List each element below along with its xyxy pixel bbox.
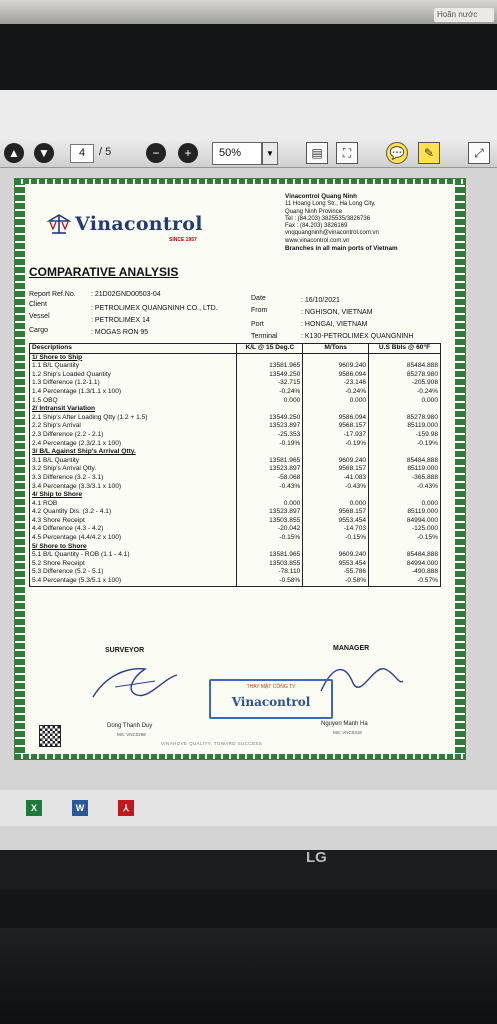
row-value: 9568.157 (303, 422, 369, 431)
meta-value: : PETROLIMEX QUANGNINH CO., LTD. (91, 305, 218, 312)
row-value: -159.98 (369, 431, 441, 440)
row-value: 0.000 (369, 500, 441, 509)
row-description: 4.1 ROB (30, 500, 237, 509)
meta-label: From (251, 307, 268, 314)
table-row (30, 517, 441, 526)
table-row (30, 431, 441, 440)
row-value: -490.888 (369, 568, 441, 577)
row-value: 85119.000 (369, 508, 441, 517)
page-down-icon[interactable]: ▼ (34, 143, 54, 163)
row-value (369, 491, 441, 500)
row-value: 13523.897 (237, 508, 303, 517)
meta-value: : 16/10/2021 (301, 297, 340, 304)
desk (0, 928, 497, 1024)
row-description: 2.4 Percentage (2.3/2.1 x 100) (30, 440, 237, 449)
row-value: -0.57% (369, 577, 441, 586)
address-line: Branches in all main ports of Vietnam (285, 245, 398, 253)
zoom-in-icon[interactable]: + (178, 143, 198, 163)
expand-icon[interactable]: ⤢ (468, 142, 490, 164)
table-row (30, 508, 441, 517)
logo-since: SINCE 1957 (169, 237, 197, 243)
row-value: -0.24% (369, 388, 441, 397)
row-value (237, 353, 303, 362)
table-row (30, 465, 441, 474)
row-value: 13523.897 (237, 422, 303, 431)
row-value: 0.000 (303, 397, 369, 406)
meta-label: Terminal (251, 333, 278, 340)
meta-label: Report Ref.No. (29, 291, 76, 298)
row-value: -25.353 (237, 431, 303, 440)
meta-label: Port (251, 321, 264, 328)
page-border-top (15, 179, 465, 184)
row-value: -365.888 (369, 474, 441, 483)
sticky-note: Hoãn nước (434, 8, 494, 22)
row-value: 84994.000 (369, 560, 441, 569)
logo-scale-icon (47, 213, 71, 235)
row-value: 85484.888 (369, 457, 441, 466)
row-description: 5.4 Percentage (5.3/5.1 x 100) (30, 577, 237, 586)
table-row (30, 397, 441, 406)
row-value: 13503.855 (237, 560, 303, 569)
row-value: -0.58% (303, 577, 369, 586)
meta-value: : K130-PETROLIMEX QUANGNINH (301, 333, 414, 340)
row-description: 5.1 B/L Quantity - ROB (1.1 - 4.1) (30, 551, 237, 560)
row-value: 9609.240 (303, 362, 369, 371)
row-value: -14.703 (303, 525, 369, 534)
row-value: 85119.000 (369, 465, 441, 474)
row-value: 0.000 (237, 397, 303, 406)
table-row (30, 500, 441, 509)
table-row (30, 379, 441, 388)
row-value: -23.146 (303, 379, 369, 388)
row-value: 9568.157 (303, 465, 369, 474)
column-header: U.S Bbls @ 60°F (369, 344, 441, 354)
excel-icon[interactable]: X (26, 800, 42, 816)
row-value (369, 543, 441, 552)
company-stamp (209, 679, 333, 719)
table-row (30, 577, 441, 586)
table-row (30, 362, 441, 371)
meta-value: : PETROLIMEX 14 (91, 317, 150, 324)
row-value: -0.58% (237, 577, 303, 586)
table-row (30, 543, 441, 552)
row-description: 5/ Shore to Shore (30, 543, 237, 552)
surveyor-signature-icon (85, 657, 185, 707)
row-description: 4.3 Shore Receipt (30, 517, 237, 526)
row-value: -0.24% (303, 388, 369, 397)
row-value: -0.19% (303, 440, 369, 449)
row-value (303, 491, 369, 500)
row-description: 2.2 Ship's Arrival (30, 422, 237, 431)
row-value: -0.24% (237, 388, 303, 397)
row-value (237, 448, 303, 457)
row-value: 85278.980 (369, 414, 441, 423)
page-total: / 5 (99, 146, 112, 158)
comparison-table (29, 343, 441, 587)
table-row (30, 483, 441, 492)
row-value (303, 353, 369, 362)
surveyor-label: SURVEYOR (105, 647, 145, 654)
row-value: 13549.250 (237, 414, 303, 423)
row-value (303, 543, 369, 552)
row-value: 13523.897 (237, 465, 303, 474)
address-line: Tel : (84.203) 3825535/3826736 (285, 215, 371, 222)
row-value: -0.15% (369, 534, 441, 543)
row-description: 1.2 Ship's Loaded Quantity (30, 371, 237, 380)
page-up-icon[interactable]: ▲ (4, 143, 24, 163)
row-description: 5.2 Shore Receipt (30, 560, 237, 569)
row-value (237, 543, 303, 552)
meta-value: : NGHISON, VIETNAM (301, 309, 373, 316)
meta-label: Date (251, 295, 266, 302)
logo-text: Vinacontrol (75, 213, 203, 235)
row-value: -0.43% (303, 483, 369, 492)
row-value: 85484.888 (369, 362, 441, 371)
row-description: 2.3 Difference (2.2 - 2.1) (30, 431, 237, 440)
pdf-app-icon[interactable]: ⅄ (118, 800, 134, 816)
row-value: 13549.250 (237, 371, 303, 380)
address-line: Fax : (84.203) 3826169 (285, 223, 348, 230)
row-description: 4/ Ship to Shore (30, 491, 237, 500)
company-logo (47, 213, 203, 235)
row-description: 3.4 Percentage (3.3/3.1 x 100) (30, 483, 237, 492)
meta-value: : MOGAS RON 95 (91, 329, 149, 336)
row-value: 0.000 (303, 500, 369, 509)
meta-value: : 21D02GND00503-04 (91, 291, 161, 298)
column-header: K/L @ 15 Deg.C (237, 344, 303, 354)
page-border-right (455, 179, 465, 759)
row-value: -32.715 (237, 379, 303, 388)
row-value (303, 448, 369, 457)
row-value: -0.19% (237, 440, 303, 449)
table-row (30, 405, 441, 414)
table-row (30, 448, 441, 457)
row-description: 1/ Shore to Ship (30, 353, 237, 362)
page-border-left (15, 179, 25, 759)
table-body (30, 353, 441, 586)
address-line: www.vinacontrol.com.vn (285, 237, 350, 244)
row-description: 4.2 Quantity Dis. (3.2 - 4.1) (30, 508, 237, 517)
company-motto: VINAHOVE QUALITY, TOWARD SUCCESS (161, 741, 263, 746)
row-value: 9586.094 (303, 414, 369, 423)
page-number-input[interactable]: 4 (70, 144, 94, 163)
row-description: 2/ Intransit Variation (30, 405, 237, 414)
row-value: -0.15% (237, 534, 303, 543)
row-value: -20.042 (237, 525, 303, 534)
fit-width-icon[interactable]: ⛶ (336, 142, 358, 164)
row-value (369, 353, 441, 362)
address-line: vnqquangninh@vinacontrol.com.vn (285, 230, 379, 237)
monitor-brand: LG (306, 849, 327, 866)
row-description: 1.5 OBQ (30, 397, 237, 406)
table-row (30, 440, 441, 449)
stamp-caption: THAY MẶT CÔNG TY (246, 684, 296, 690)
manager-label: MANAGER (333, 645, 370, 652)
row-description: 3.2 Ship's Arrival Qtty. (30, 465, 237, 474)
row-value: 9609.240 (303, 457, 369, 466)
row-value: 9568.157 (303, 508, 369, 517)
row-description: 5.3 Difference (5.2 - 5.1) (30, 568, 237, 577)
table-header-row (30, 344, 441, 354)
row-value: 85484.888 (369, 551, 441, 560)
company-address (285, 193, 398, 253)
pdf-page (14, 178, 466, 760)
table-row (30, 353, 441, 362)
row-value: -58.068 (237, 474, 303, 483)
highlight-icon[interactable]: ✎ (418, 142, 440, 164)
table-row (30, 525, 441, 534)
row-description: 3.3 Difference (3.2 - 3.1) (30, 474, 237, 483)
meta-label: Vessel (29, 313, 50, 320)
row-value: -0.43% (237, 483, 303, 492)
word-icon[interactable]: W (72, 800, 88, 816)
row-value: 85278.980 (369, 371, 441, 380)
row-description: 1.1 B/L Quantity (30, 362, 237, 371)
row-value (237, 405, 303, 414)
table-row (30, 388, 441, 397)
chevron-down-icon[interactable]: ▼ (262, 142, 278, 165)
address-line: Vinacontrol Quang Ninh (285, 193, 357, 200)
row-value: 13503.855 (237, 517, 303, 526)
table-row (30, 534, 441, 543)
table-row (30, 457, 441, 466)
row-value: -55.786 (303, 568, 369, 577)
row-value: 84994.000 (369, 517, 441, 526)
row-value: 13581.965 (237, 362, 303, 371)
meta-label: Cargo (29, 327, 49, 334)
row-description: 4.4 Difference (4.3 - 4.2) (30, 525, 237, 534)
stamp-name: Vinacontrol (231, 695, 311, 709)
zoom-out-icon[interactable]: − (146, 143, 166, 163)
row-description: 1.4 Percentage (1.3/1.1 x 100) (30, 388, 237, 397)
row-value (237, 491, 303, 500)
surveyor-id: MS: VNC0268 (117, 732, 146, 737)
row-value (369, 448, 441, 457)
fit-page-icon[interactable]: ▤ (306, 142, 328, 164)
qr-code (39, 725, 61, 747)
table-row (30, 491, 441, 500)
row-value (369, 405, 441, 414)
row-value: 13581.965 (237, 551, 303, 560)
zoom-select[interactable]: 50% (212, 142, 262, 165)
row-value: -0.15% (303, 534, 369, 543)
row-value (303, 405, 369, 414)
table-row (30, 371, 441, 380)
manager-name: Nguyen Manh Ha (321, 721, 368, 727)
table-row (30, 551, 441, 560)
viewer-blank-area (0, 90, 497, 138)
row-value: 9586.094 (303, 371, 369, 380)
table-row (30, 560, 441, 569)
row-value: -205.908 (369, 379, 441, 388)
table-row (30, 568, 441, 577)
surveyor-name: Dong Thanh Duy (107, 723, 153, 729)
table-row (30, 474, 441, 483)
row-description: 3.1 B/L Quantity (30, 457, 237, 466)
row-value: 13581.965 (237, 457, 303, 466)
row-value: -17.937 (303, 431, 369, 440)
row-value: 85119.000 (369, 422, 441, 431)
row-value: -78.110 (237, 568, 303, 577)
table-row (30, 422, 441, 431)
row-value: 9553.454 (303, 560, 369, 569)
row-description: 2.1 Ship's After Loading Qtty (1.2 + 1.5) (30, 414, 237, 423)
row-description: 1.3 Difference (1.2-1.1) (30, 379, 237, 388)
address-line: 11 Hoang Long Str., Ha Long City, (285, 201, 376, 208)
row-value: -0.19% (369, 440, 441, 449)
page-border-bottom (15, 754, 465, 759)
column-header: M/Tons (303, 344, 369, 354)
monitor-bezel (0, 24, 497, 90)
comment-icon[interactable]: 💬 (386, 142, 408, 164)
row-value: 9553.454 (303, 517, 369, 526)
document-title: COMPARATIVE ANALYSIS (29, 265, 179, 279)
row-value: -0.43% (369, 483, 441, 492)
row-value: -41.083 (303, 474, 369, 483)
row-value: 9609.240 (303, 551, 369, 560)
meta-label: Client (29, 301, 47, 308)
manager-id: MS: VNC0318 (333, 730, 362, 735)
row-value: 0.000 (237, 500, 303, 509)
row-description: 3/ B/L Against Ship's Arrival Qtty. (30, 448, 237, 457)
row-description: 4.5 Percentage (4.4/4.2 x 100) (30, 534, 237, 543)
pdf-toolbar (0, 138, 497, 168)
row-value: 0.000 (369, 397, 441, 406)
row-value: -125.000 (369, 525, 441, 534)
meta-value: : HONGAI, VIETNAM (301, 321, 368, 328)
address-line: Quang Ninh Province (285, 208, 343, 215)
table-row (30, 414, 441, 423)
column-header: Descriptions (30, 344, 237, 354)
